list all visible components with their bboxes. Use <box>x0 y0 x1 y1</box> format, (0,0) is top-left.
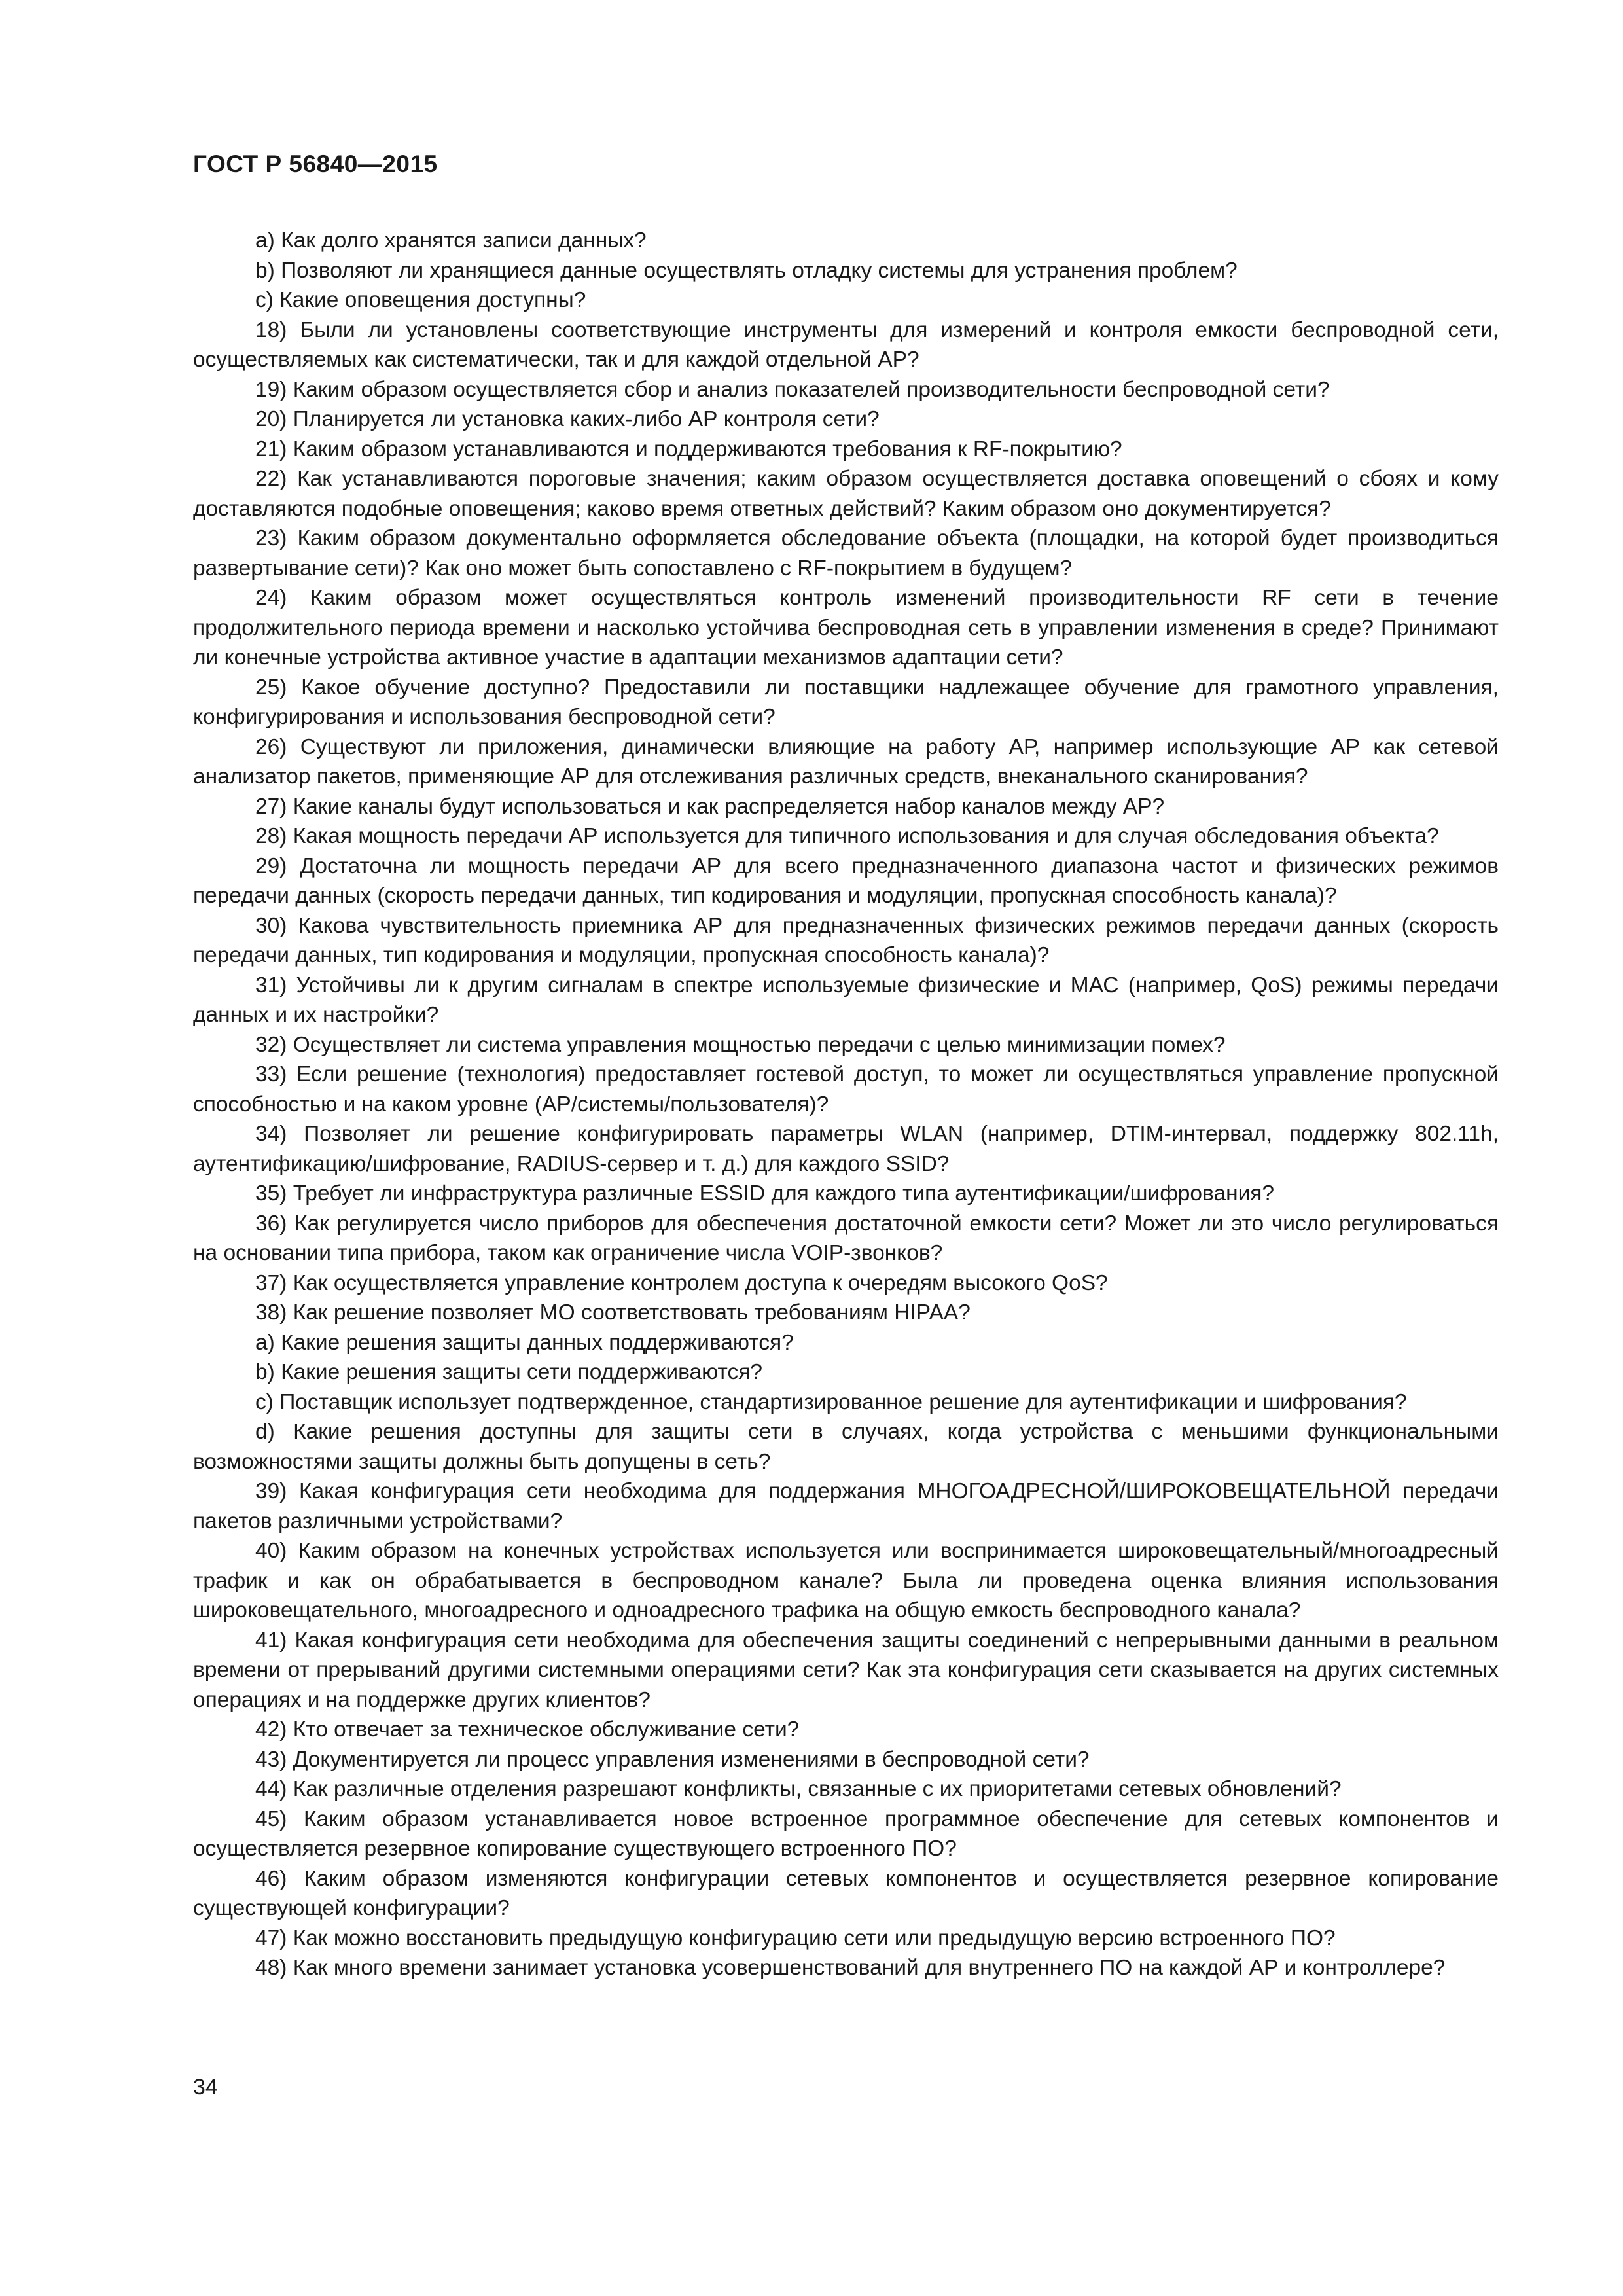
paragraph: 23) Каким образом документально оформляется обследование объекта (площадки, на которой будет производиться развертывание сети)? Как оно может быть сопоставлено с RF-покрытием в будущем? <box>193 526 1499 581</box>
paragraph: 28) Какая мощность передачи АР используется для типичного использования и для случая обследования объекта? <box>255 824 1439 848</box>
paragraph: 39) Какая конфигурация сети необходима для поддержания МНОГОАДРЕСНОЙ/ШИРОКОВЕЩАТЕЛЬНОЙ передачи пакетов различными устройствами? <box>193 1479 1499 1534</box>
paragraph: b) Какие решения защиты сети поддерживаются? <box>255 1360 763 1384</box>
paragraph: 35) Требует ли инфраструктура различные ESSID для каждого типа аутентификации/шифрования? <box>255 1181 1275 1206</box>
paragraph: b) Позволяют ли хранящиеся данные осуществлять отладку системы для устранения проблем? <box>255 258 1238 283</box>
paragraph: 26) Существуют ли приложения, динамически влияющие на работу АР, например использующие АР как сетевой анализатор пакетов, применяющие АР для отслеживания различных средств, внеканального сканирования? <box>193 734 1499 789</box>
paragraph: 18) Были ли установлены соответствующие инструменты для измерений и контроля емкости беспроводной сети, осуществляемых как систематически, так и для каждой отдельной АР? <box>193 317 1499 372</box>
paragraph: d) Какие решения доступны для защиты сети в случаях, когда устройства с меньшими функциональными возможностями защиты должны быть допущены в сеть? <box>193 1420 1499 1474</box>
paragraph: 48) Как много времени занимает установка усовершенствований для внутреннего ПО на каждой АР и контроллере? <box>255 1956 1446 1980</box>
paragraph: 21) Каким образом устанавливаются и поддерживаются требования к RF-покрытию? <box>255 437 1122 461</box>
paragraph: 46) Каким образом изменяются конфигурации сетевых компонентов и осуществляется резервное копирование существующей конфигурации? <box>193 1866 1499 1920</box>
paragraph: 47) Как можно восстановить предыдущую конфигурацию сети или предыдущую версию встроенного ПО? <box>255 1926 1336 1950</box>
paragraph: 36) Как регулируется число приборов для обеспечения достаточной емкости сети? Может ли это число регулироваться на основании типа прибора, таком как ограничение числа VOIP-звонков? <box>193 1211 1499 1265</box>
paragraph: a) Как долго хранятся записи данных? <box>255 228 647 253</box>
paragraph: 30) Какова чувствительность приемника АР для предназначенных физических режимов передачи данных (скорость передачи данных, тип кодирования и модуляции, пропускная способность канала)? <box>193 913 1499 967</box>
page-number: 34 <box>193 2075 218 2100</box>
paragraph: 37) Как осуществляется управление контролем доступа к очередям высокого QoS? <box>255 1270 1108 1295</box>
paragraph: 44) Как различные отделения разрешают конфликты, связанные с их приоритетами сетевых обновлений? <box>255 1777 1342 1801</box>
paragraph: 34) Позволяет ли решение конфигурировать параметры WLAN (например, DTIM-интервал, поддержку 802.11h, аутентификацию/шифрование, RADIUS-сервер и т. д.) для каждого SSID? <box>193 1122 1499 1176</box>
paragraph: 38) Как решение позволяет МО соответствовать требованиям HIPAA? <box>255 1300 971 1325</box>
paragraph: 19) Каким образом осуществляется сбор и анализ показателей производительности беспроводной сети? <box>255 377 1330 402</box>
paragraph: 25) Какое обучение доступно? Предоставили ли поставщики надлежащее обучение для грамотного управления, конфигурирования и использования беспроводной сети? <box>193 675 1499 729</box>
paragraph: 24) Каким образом может осуществляться контроль изменений производительности RF сети в течение продолжительного периода времени и насколько устойчива беспроводная сеть в управлении изменения в среде? Принимают ли конечные устройства активное участие в адаптации механизмов адаптации сети? <box>193 586 1499 670</box>
paragraph: 42) Кто отвечает за техническое обслуживание сети? <box>255 1717 800 1742</box>
paragraph: 29) Достаточна ли мощность передачи АР для всего предназначенного диапазона частот и физических режимов передачи данных (скорость передачи данных, тип кодирования и модуляции, пропускная способность канала)? <box>193 853 1499 908</box>
paragraph: 31) Устойчивы ли к другим сигналам в спектре используемые физические и МАС (например, QoS) режимы передачи данных и их настройки? <box>193 973 1499 1027</box>
paragraph: 32) Осуществляет ли система управления мощностью передачи с целью минимизации помех? <box>255 1032 1226 1057</box>
document-header: ГОСТ Р 56840—2015 <box>193 151 438 177</box>
paragraph: 40) Каким образом на конечных устройствах используется или воспринимается широковещательный/многоадресный трафик и как он обрабатывается в беспроводном канале? Была ли проведена оценка влияния использования широковещательного, многоадресного и одноадресного трафика на общую емкость беспроводного канала? <box>193 1539 1499 1623</box>
paragraph: 27) Какие каналы будут использоваться и как распределяется набор каналов между АР? <box>255 794 1165 819</box>
paragraph: a) Какие решения защиты данных поддерживаются? <box>255 1330 794 1355</box>
document-body <box>193 226 1499 1983</box>
paragraph: c) Поставщик использует подтвержденное, стандартизированное решение для аутентификации и шифрования? <box>255 1390 1407 1414</box>
paragraph: 33) Если решение (технология) предоставляет гостевой доступ, то может ли осуществляться управление пропускной способностью и на каком уровне (АР/системы/пользователя)? <box>193 1062 1499 1117</box>
paragraph: 22) Как устанавливаются пороговые значения; каким образом осуществляется доставка оповещений о сбоях и кому доставляются подобные оповещения; каково время ответных действий? Каким образом оно документируется? <box>193 467 1499 521</box>
paragraph: 41) Какая конфигурация сети необходима для обеспечения защиты соединений с непрерывными данными в реальном времени от прерываний другими системными операциями сети? Как эта конфигурация сети сказывается на других системных операциях и на поддержке других клиентов? <box>193 1628 1499 1712</box>
paragraph: c) Какие оповещения доступны? <box>255 288 586 312</box>
paragraph: 43) Документируется ли процесс управления изменениями в беспроводной сети? <box>255 1747 1090 1772</box>
paragraph: 45) Каким образом устанавливается новое встроенное программное обеспечение для сетевых компонентов и осуществляется резервное копирование существующего встроенного ПО? <box>193 1806 1499 1861</box>
paragraph: 20) Планируется ли установка каких-либо АР контроля сети? <box>255 407 880 431</box>
